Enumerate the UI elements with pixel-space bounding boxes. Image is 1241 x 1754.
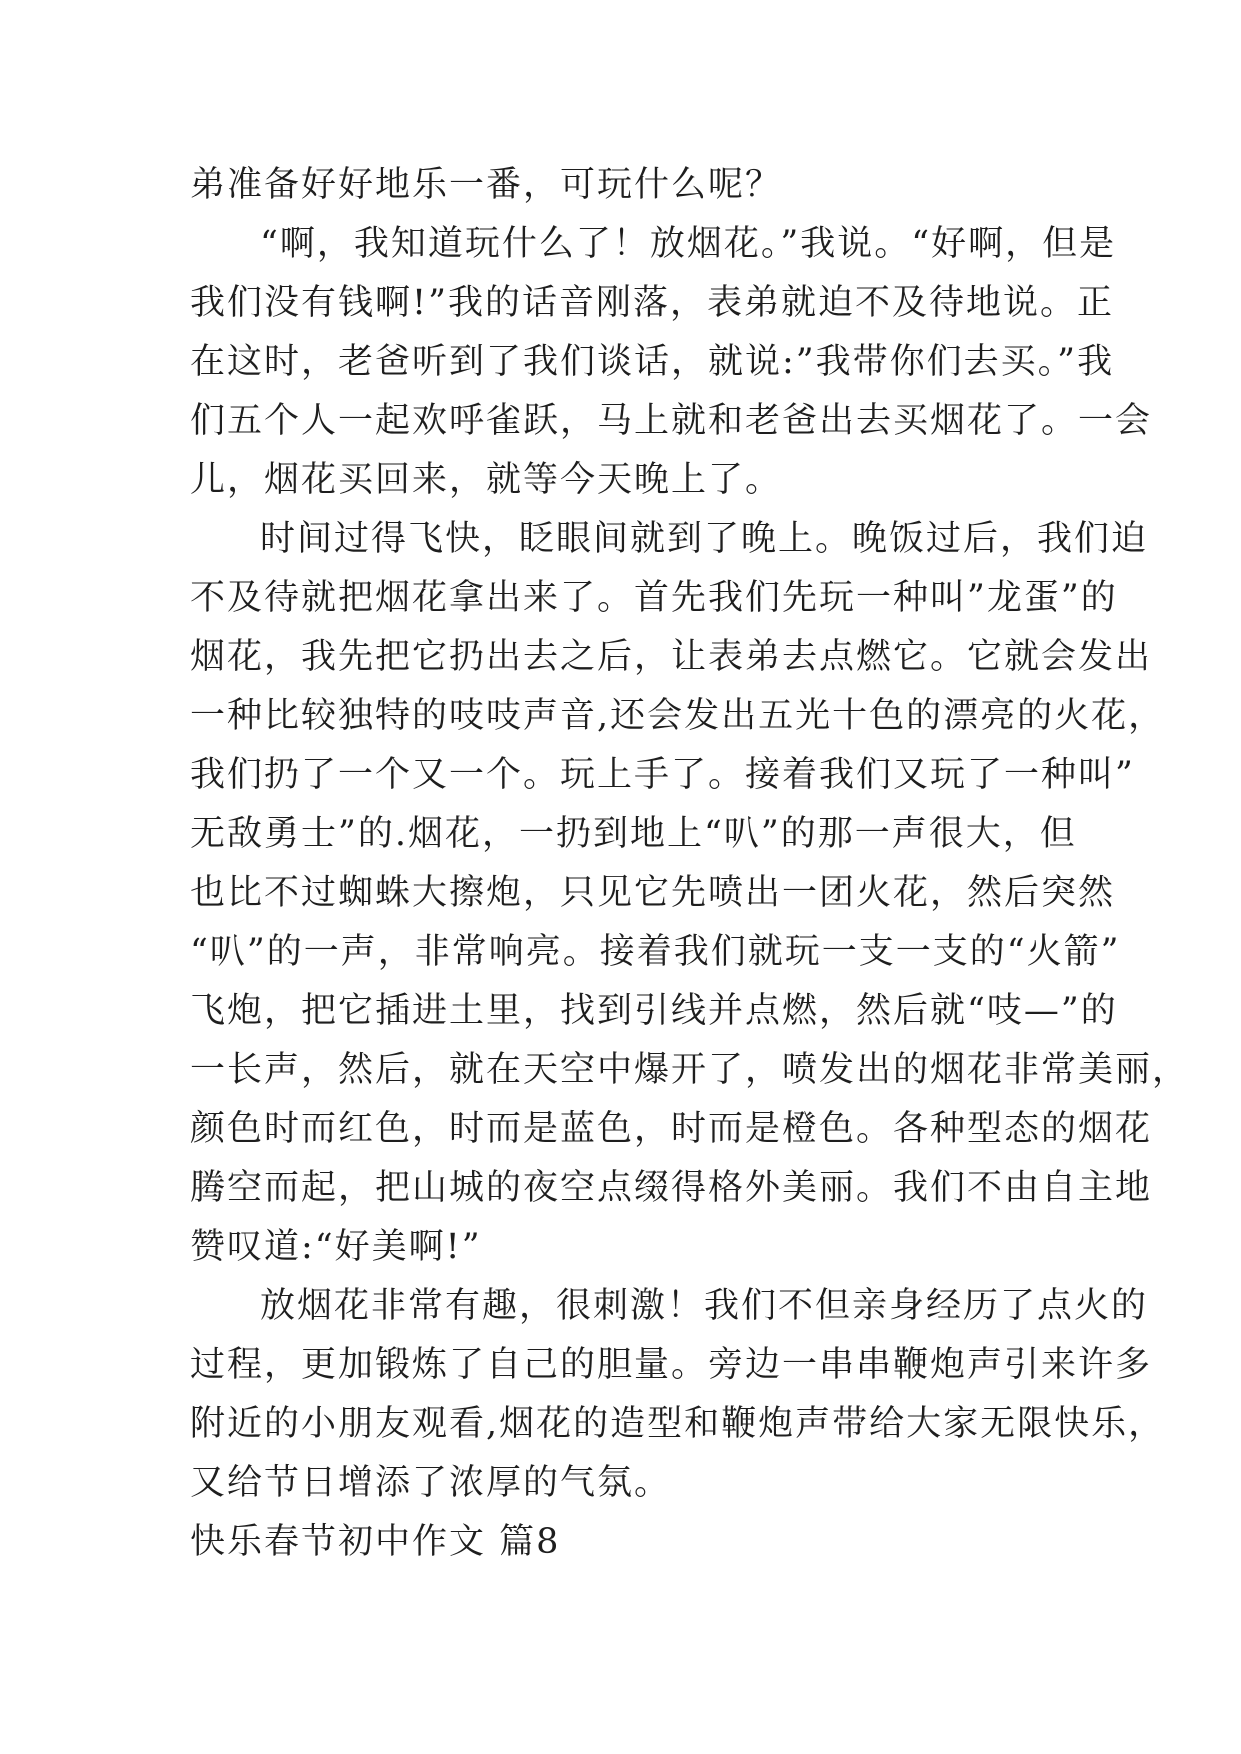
paragraph-line: 腾空而起，把山城的夜空点缀得格外美丽。我们不由自主地 bbox=[190, 1168, 1153, 1208]
paragraph-line: 放烟花非常有趣，很刺激！我们不但亲身经历了点火的 bbox=[260, 1286, 1149, 1326]
paragraph-line: 在这时，老爸听到了我们谈话，就说:”我带你们去买。”我 bbox=[190, 342, 1115, 382]
paragraph-line: 时间过得飞快，眨眼间就到了晚上。晚饭过后，我们迫 bbox=[260, 519, 1149, 559]
paragraph-line: 烟花，我先把它扔出去之后，让表弟去点燃它。它就会发出 bbox=[190, 637, 1153, 677]
section-heading: 快乐春节初中作文 篇8 bbox=[190, 1522, 561, 1562]
paragraph-line: 又给节日增添了浓厚的气氛。 bbox=[190, 1463, 672, 1503]
paragraph-line: 们五个人一起欢呼雀跃，马上就和老爸出去买烟花了。一会 bbox=[190, 401, 1153, 441]
paragraph-line: 飞炮，把它插进土里，找到引线并点燃，然后就“吱—”的 bbox=[190, 991, 1118, 1031]
paragraph-line: 过程，更加锻炼了自己的胆量。旁边一串串鞭炮声引来许多 bbox=[190, 1345, 1153, 1385]
paragraph-line: 也比不过蜘蛛大擦炮，只见它先喷出一团火花，然后突然 bbox=[190, 873, 1116, 913]
paragraph-line: “啊，我知道玩什么了！放烟花。”我说。“好啊，但是 bbox=[260, 224, 1117, 264]
paragraph-line: 我们没有钱啊!”我的话音刚落，表弟就迫不及待地说。正 bbox=[190, 283, 1114, 323]
paragraph-line: 不及待就把烟花拿出来了。首先我们先玩一种叫”龙蛋”的 bbox=[190, 578, 1118, 618]
paragraph-line: “叭”的一声，非常响亮。接着我们就玩一支一支的“火箭” bbox=[190, 932, 1121, 972]
paragraph-line: 一种比较独特的吱吱声音,还会发出五光十色的漂亮的火花， bbox=[190, 696, 1166, 736]
paragraph-line: 我们扔了一个又一个。玩上手了。接着我们又玩了一种叫” bbox=[190, 755, 1135, 795]
paragraph-line: 无敌勇士”的.烟花，一扔到地上“叭”的那一声很大，但 bbox=[190, 814, 1077, 854]
essay-body bbox=[190, 156, 1190, 1572]
paragraph-line: 一长声，然后，就在天空中爆开了，喷发出的烟花非常美丽， bbox=[190, 1050, 1190, 1090]
paragraph-line: 儿，烟花买回来，就等今天晚上了。 bbox=[190, 460, 783, 500]
paragraph-line: 附近的小朋友观看,烟花的造型和鞭炮声带给大家无限快乐， bbox=[190, 1404, 1166, 1444]
paragraph-line: 弟准备好好地乐一番，可玩什么呢？ bbox=[190, 165, 783, 205]
paragraph-line: 颜色时而红色，时而是蓝色，时而是橙色。各种型态的烟花 bbox=[190, 1109, 1153, 1149]
paragraph-line: 赞叹道:“好美啊!” bbox=[190, 1227, 482, 1267]
